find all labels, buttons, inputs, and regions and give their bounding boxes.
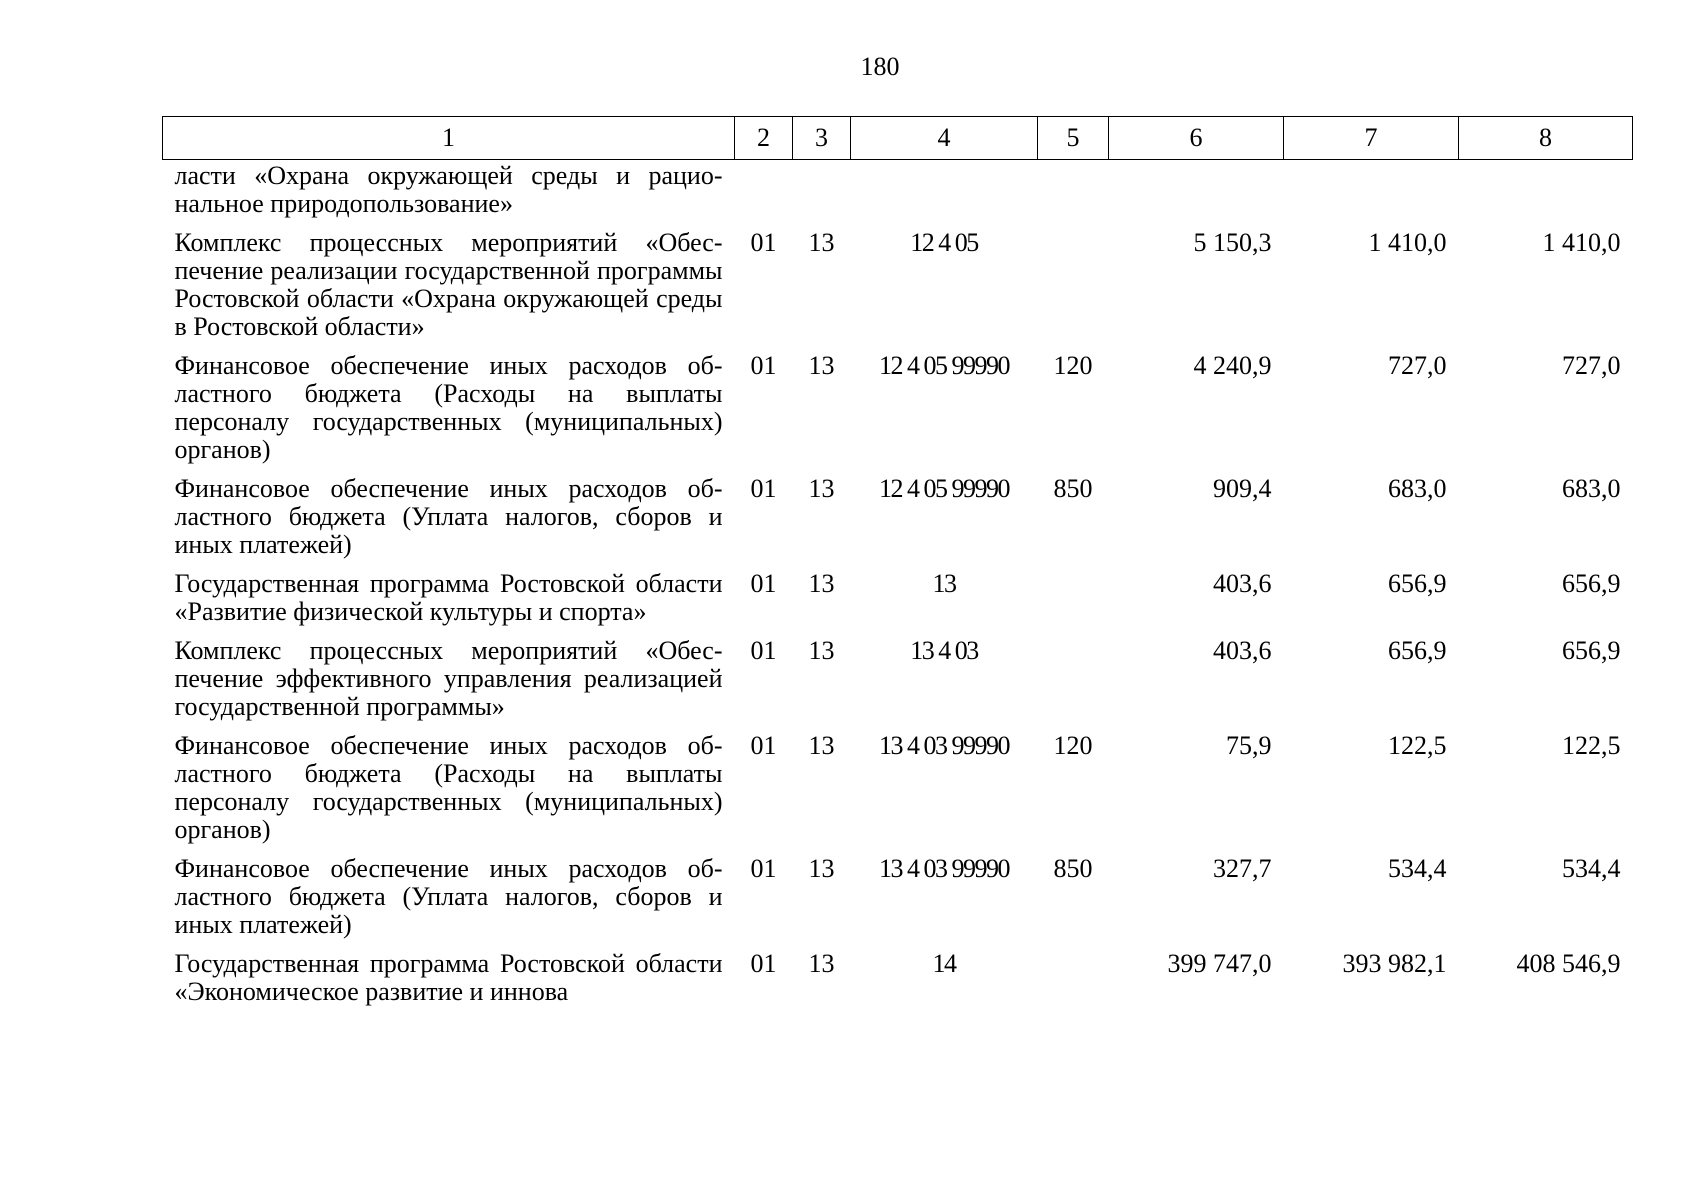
row-amount-8: 1 410,0 (1542, 228, 1621, 257)
row-subsection: 13 (808, 351, 835, 380)
row-section: 01 (750, 731, 777, 760)
row-subsection (793, 160, 851, 230)
row-expense-type: 120 (1053, 351, 1093, 380)
row-section: 01 (750, 949, 777, 978)
column-header-8: 8 (1459, 117, 1633, 160)
row-amount-6: 4 240,9 (1193, 351, 1272, 380)
row-target-code: 13 4 03 99990 (879, 854, 1009, 883)
row-description: ласти «Охрана окружающей среды и рациональное природопользование» (174, 161, 723, 218)
row-amount-7: 656,9 (1388, 636, 1447, 665)
row-expense-type (1038, 229, 1109, 352)
column-header-7: 7 (1284, 117, 1459, 160)
table-row (163, 637, 1633, 732)
row-description: Финансовое обеспечение иных расходов областного бюджета (Уплата налогов, сборов и иных платежей) (174, 854, 723, 939)
row-target-code (851, 160, 1038, 230)
row-section: 01 (750, 569, 777, 598)
row-amount-8: 656,9 (1562, 569, 1621, 598)
row-amount-8: 656,9 (1562, 636, 1621, 665)
row-target-code: 12 4 05 99990 (879, 474, 1009, 503)
table-row (163, 352, 1633, 475)
row-description: Финансовое обеспечение иных расходов областного бюджета (Расходы на выплаты персоналу государственных (муниципальных) органов) (174, 351, 723, 464)
column-header-4: 4 (851, 117, 1038, 160)
row-amount-8: 122,5 (1562, 731, 1621, 760)
row-subsection: 13 (808, 949, 835, 978)
row-expense-type (1038, 950, 1109, 1006)
row-expense-type (1038, 570, 1109, 637)
column-header-3: 3 (793, 117, 851, 160)
column-header-1: 1 (163, 117, 735, 160)
row-amount-7: 683,0 (1388, 474, 1447, 503)
row-target-code: 14 (932, 949, 956, 978)
row-section: 01 (750, 474, 777, 503)
table-row (163, 855, 1633, 950)
row-subsection: 13 (808, 731, 835, 760)
row-subsection: 13 (808, 569, 835, 598)
row-amount-8: 534,4 (1562, 854, 1621, 883)
row-subsection: 13 (808, 636, 835, 665)
row-amount-6 (1109, 160, 1284, 230)
table-row (163, 229, 1633, 352)
row-subsection: 13 (808, 228, 835, 257)
row-section: 01 (750, 228, 777, 257)
row-expense-type: 850 (1053, 854, 1093, 883)
row-section: 01 (750, 854, 777, 883)
row-section: 01 (750, 351, 777, 380)
row-description: Комплекс процессных мероприятий «Обеспечение реализации государственной программы Ростовской области «Охрана окружающей среды в Ростовской области» (174, 228, 723, 341)
row-amount-8: 727,0 (1562, 351, 1621, 380)
row-amount-6: 403,6 (1213, 636, 1272, 665)
row-amount-6: 75,9 (1226, 731, 1272, 760)
column-header-6: 6 (1109, 117, 1284, 160)
row-target-code: 13 (932, 569, 956, 598)
row-amount-6: 399 747,0 (1167, 949, 1272, 978)
budget-table (162, 116, 1633, 1006)
row-amount-8: 683,0 (1562, 474, 1621, 503)
row-subsection: 13 (808, 854, 835, 883)
row-amount-7: 1 410,0 (1368, 228, 1447, 257)
table-header-row (163, 117, 1633, 160)
row-description: Финансовое обеспечение иных расходов областного бюджета (Расходы на выплаты персоналу государственных (муниципальных) органов) (174, 731, 723, 844)
row-target-code: 13 4 03 (910, 636, 978, 665)
row-amount-7 (1284, 160, 1459, 230)
row-target-code: 12 4 05 99990 (879, 351, 1009, 380)
row-amount-8 (1459, 160, 1633, 230)
row-amount-8: 408 546,9 (1516, 949, 1621, 978)
row-amount-6: 327,7 (1213, 854, 1272, 883)
row-description: Комплекс процессных мероприятий «Обеспечение эффективного управления реализацией государственной программы» (174, 636, 723, 721)
row-amount-7: 534,4 (1388, 854, 1447, 883)
table-row (163, 160, 1633, 230)
row-amount-6: 5 150,3 (1193, 228, 1272, 257)
row-expense-type: 850 (1053, 474, 1093, 503)
row-description: Государственная программа Ростовской области «Развитие физической культуры и спорта» (174, 569, 723, 626)
row-amount-7: 656,9 (1388, 569, 1447, 598)
page-number: 180 (860, 52, 900, 81)
table-row (163, 732, 1633, 855)
row-amount-6: 909,4 (1213, 474, 1272, 503)
column-header-5: 5 (1038, 117, 1109, 160)
row-description: Финансовое обеспечение иных расходов областного бюджета (Уплата налогов, сборов и иных платежей) (174, 474, 723, 559)
column-header-2: 2 (735, 117, 793, 160)
row-amount-7: 393 982,1 (1342, 949, 1447, 978)
row-amount-7: 727,0 (1388, 351, 1447, 380)
table-row (163, 475, 1633, 570)
row-expense-type (1038, 637, 1109, 732)
table-row (163, 570, 1633, 637)
row-section: 01 (750, 636, 777, 665)
row-target-code: 13 4 03 99990 (879, 731, 1009, 760)
row-description: Государственная программа Ростовской области «Экономическое развитие и иннова (174, 949, 723, 1006)
row-amount-6: 403,6 (1213, 569, 1272, 598)
row-amount-7: 122,5 (1388, 731, 1447, 760)
table-row (163, 950, 1633, 1006)
row-expense-type (1038, 160, 1109, 230)
row-section (735, 160, 793, 230)
row-expense-type: 120 (1053, 731, 1093, 760)
row-subsection: 13 (808, 474, 835, 503)
row-target-code: 12 4 05 (910, 228, 978, 257)
